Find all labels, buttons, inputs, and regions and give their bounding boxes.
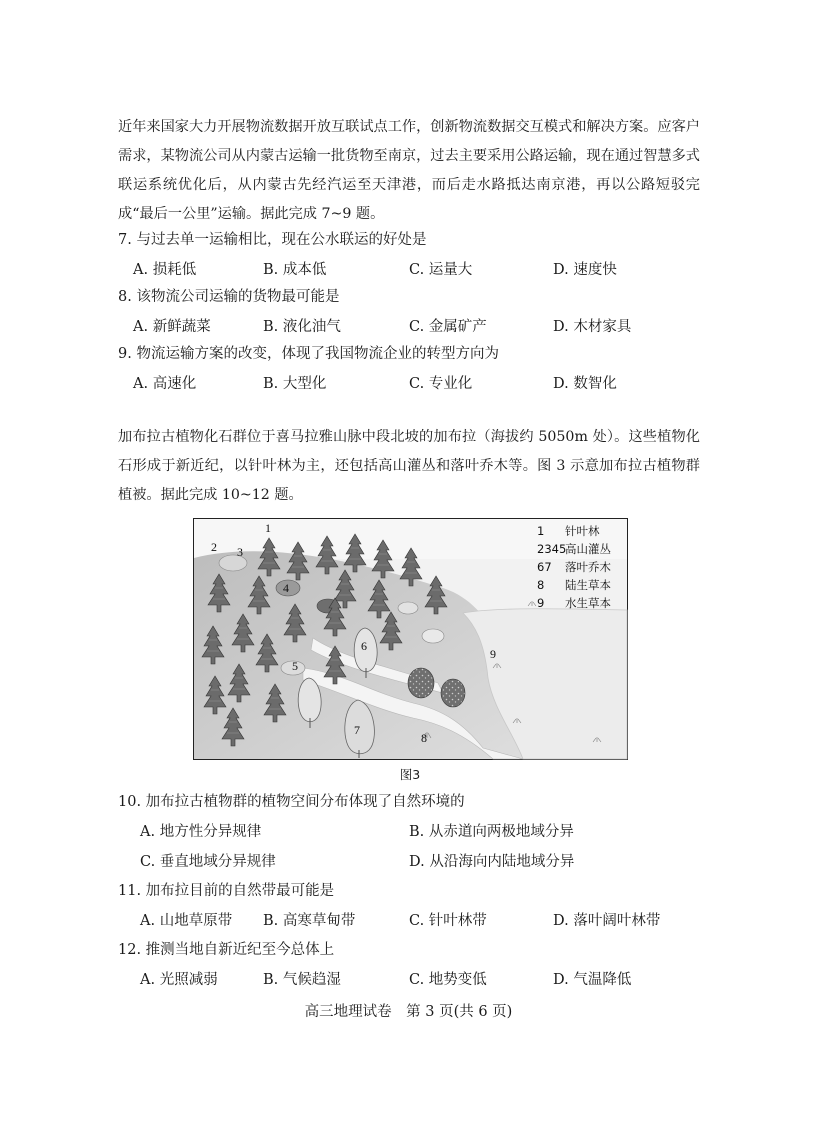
question-8-option-a[interactable]: A. 新鲜蔬菜 — [133, 319, 211, 335]
legend-key-5: 9 — [537, 596, 545, 610]
question-11-option-a[interactable]: A. 山地草原带 — [140, 913, 233, 929]
figure-3-vegetation-diagram — [193, 518, 628, 760]
question-10-options-row1 — [0, 820, 817, 844]
figure-label-2: 2 — [211, 540, 217, 554]
question-12-option-a[interactable]: A. 光照减弱 — [140, 972, 218, 988]
figure-caption: 图3 — [399, 767, 421, 782]
question-9-option-d[interactable]: D. 数智化 — [553, 376, 617, 392]
question-10-option-d[interactable]: D. 从沿海向内陆地域分异 — [409, 854, 575, 870]
legend-label-5: 水生草本 — [565, 596, 611, 610]
question-12-stem: 12. 推测当地自新近纪至今总体上 — [118, 942, 335, 958]
question-9-stem: 9. 物流运输方案的改变，体现了我国物流企业的转型方向为 — [118, 346, 499, 362]
question-7-option-c[interactable]: C. 运量大 — [409, 262, 473, 278]
question-9-option-b[interactable]: B. 大型化 — [263, 376, 327, 392]
question-9-options — [0, 372, 817, 396]
legend-key-2: 2345 — [537, 542, 567, 556]
figure-label-4: 4 — [283, 581, 289, 595]
question-8-option-c[interactable]: C. 金属矿产 — [409, 319, 487, 335]
figure-label-3: 3 — [237, 545, 243, 559]
question-12-options — [0, 968, 817, 992]
question-7-stem: 7. 与过去单一运输相比，现在公水联运的好处是 — [118, 232, 427, 248]
question-7-option-b[interactable]: B. 成本低 — [263, 262, 327, 278]
legend-label-4: 陆生草本 — [565, 578, 611, 592]
passage-gabula-flora: 加布拉古植物化石群位于喜马拉雅山脉中段北坡的加布拉（海拔约 5050m 处）。这些植物化石形成于新近纪，以针叶林为主，还包括高山灌丛和落叶乔木等。图 3 示意加布拉古植物群植被。据此完成 10~12 题。 — [118, 429, 700, 503]
question-9-option-a[interactable]: A. 高速化 — [133, 376, 197, 392]
legend-label-3: 落叶乔木 — [565, 560, 611, 574]
question-12-option-b[interactable]: B. 气候趋湿 — [263, 972, 341, 988]
question-11-options — [0, 909, 817, 933]
question-10-option-c[interactable]: C. 垂直地域分异规律 — [140, 854, 276, 870]
figure-label-8: 8 — [421, 731, 427, 745]
question-10-options-row2 — [0, 850, 817, 874]
question-8-options — [0, 315, 817, 339]
figure-label-5: 5 — [292, 659, 298, 673]
question-8-option-b[interactable]: B. 液化油气 — [263, 319, 341, 335]
legend-label-2: 高山灌丛 — [565, 542, 611, 556]
figure-label-6: 6 — [361, 639, 367, 653]
question-11-option-c[interactable]: C. 针叶林带 — [409, 913, 487, 929]
legend-key-4: 8 — [537, 578, 545, 592]
legend-key-3: 67 — [537, 560, 552, 574]
figure-label-7: 7 — [354, 723, 360, 737]
figure-label-1: 1 — [265, 521, 271, 535]
legend-label-1: 针叶林 — [565, 524, 600, 538]
question-12-option-d[interactable]: D. 气温降低 — [553, 972, 632, 988]
question-7-option-a[interactable]: A. 损耗低 — [133, 262, 197, 278]
question-11-stem: 11. 加布拉目前的自然带最可能是 — [118, 883, 335, 899]
legend-key-1: 1 — [537, 524, 545, 538]
question-8-option-d[interactable]: D. 木材家具 — [553, 319, 632, 335]
page-footer: 高三地理试卷 第 3 页(共 6 页) — [304, 1004, 513, 1020]
passage-logistics: 近年来国家大力开展物流数据开放互联试点工作，创新物流数据交互模式和解决方案。应客户需求，某物流公司从内蒙古运输一批货物至南京，过去主要采用公路运输，现在通过智慧多式联运系统优化后，从内蒙古先经汽运至天津港，而后走水路抵达南京港，再以公路短驳完成“最后一公里”运输。据此完成 7~9 题。 — [118, 119, 700, 222]
question-11-option-d[interactable]: D. 落叶阔叶林带 — [553, 913, 661, 929]
question-9-option-c[interactable]: C. 专业化 — [409, 376, 473, 392]
question-7-option-d[interactable]: D. 速度快 — [553, 262, 617, 278]
question-10-option-a[interactable]: A. 地方性分异规律 — [140, 824, 262, 840]
question-7-options — [0, 258, 817, 282]
figure-label-9: 9 — [490, 647, 496, 661]
question-12-option-c[interactable]: C. 地势变低 — [409, 972, 487, 988]
question-11-option-b[interactable]: B. 高寒草甸带 — [263, 913, 356, 929]
question-10-stem: 10. 加布拉古植物群的植物空间分布体现了自然环境的 — [118, 794, 465, 810]
question-8-stem: 8. 该物流公司运输的货物最可能是 — [118, 289, 340, 305]
question-10-option-b[interactable]: B. 从赤道向两极地域分异 — [409, 824, 574, 840]
